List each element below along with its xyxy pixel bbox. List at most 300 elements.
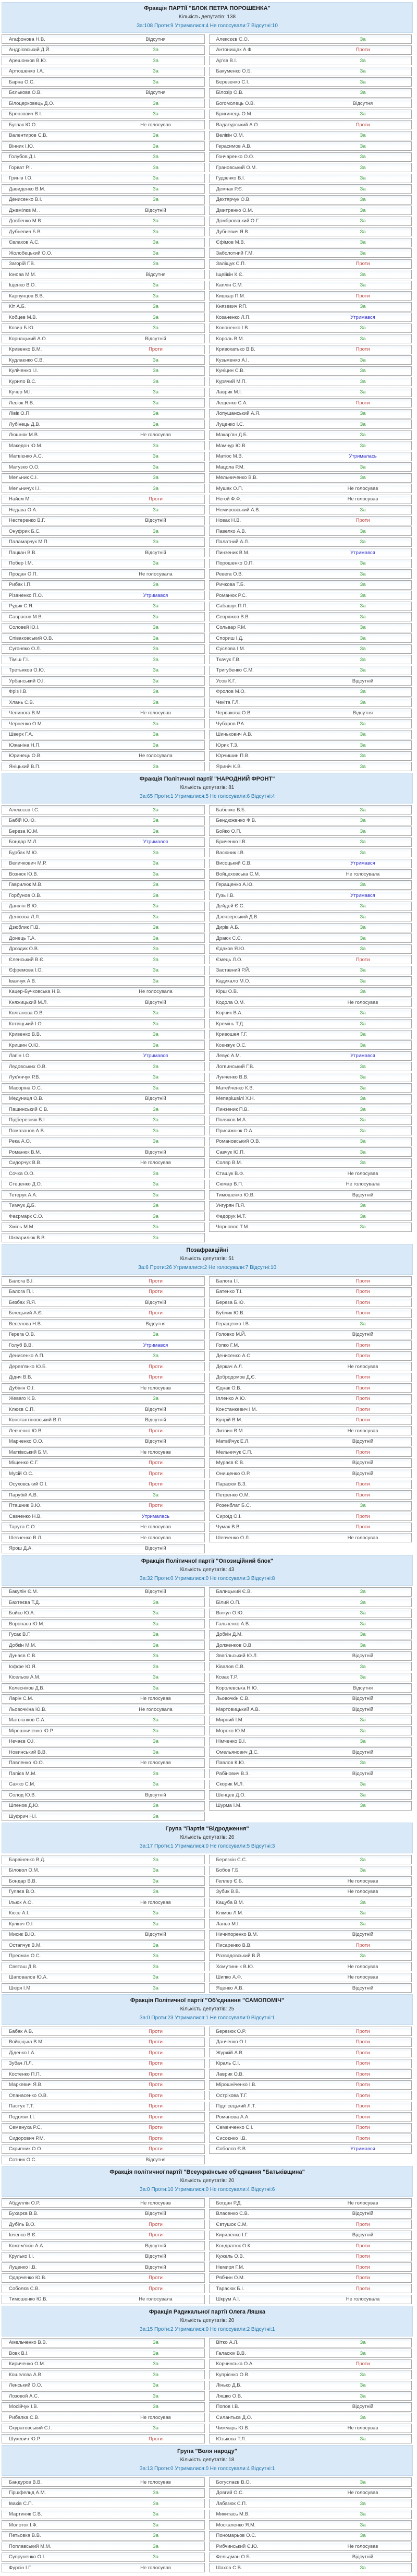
deputy-row (2, 2510, 205, 2519)
deputy-row (209, 1951, 412, 1961)
deputy-name: Марченко О.О. (9, 1439, 44, 1444)
deputy-row (2, 2220, 205, 2229)
deputy-name: Лозовой А.С. (9, 2393, 39, 2399)
faction-title: Фракція ПАРТІЇ "БЛОК ПЕТРА ПОРОШЕНКА" (144, 5, 271, 11)
deputy-name: Безбах Я.Я. (9, 1299, 36, 1305)
deputy-name: Фаєрмарк С.О. (9, 1213, 44, 1219)
deputy-row (209, 1630, 412, 1639)
vote-value: За (360, 271, 366, 278)
deputy-row (209, 270, 412, 279)
deputy-name: Васюник І.В. (216, 849, 245, 856)
deputy-name: Льовочкіна Ю.В. (9, 1706, 47, 1712)
vote-value: Проти (355, 2114, 370, 2120)
deputy-name: Денисенко А.П. (9, 1353, 45, 1359)
vote-value: За (152, 1353, 159, 1359)
deputy-name: Севрюков В.В. (216, 614, 250, 620)
deputy-name: Шпенов Д.Ю. (9, 1803, 40, 1808)
deputy-row (2, 1866, 205, 1875)
deputy-row (209, 762, 412, 771)
vote-value: Відсутній (352, 1439, 374, 1444)
deputy-row (209, 227, 412, 236)
deputy-row (2, 1716, 205, 1725)
vote-value: За (152, 1674, 159, 1680)
deputy-name: Бондар М.Л. (9, 839, 38, 845)
deputy-row (209, 1362, 412, 1371)
vote-value: За (152, 218, 159, 224)
deputy-row (209, 281, 412, 290)
faction-header (2, 2306, 413, 2337)
vote-value: За (360, 389, 366, 395)
deputy-name: Ткачук Г.В. (216, 656, 241, 663)
deputy-name: Богуслаєв В.О. (216, 2479, 251, 2485)
deputy-row (209, 751, 412, 761)
deputy-row (2, 120, 205, 129)
deputy-row (2, 2059, 205, 2068)
vote-value: Не голосував (140, 1535, 171, 1541)
deputy-row (2, 1651, 205, 1661)
deputy-name: Березкін С.С. (216, 1856, 247, 1863)
deputy-row (2, 762, 205, 771)
deputy-row (2, 1373, 205, 1382)
deputy-row (209, 452, 412, 461)
deputy-name: Драюк С.Є. (216, 935, 242, 941)
deputy-row (209, 2198, 412, 2208)
deputy-row (209, 2112, 412, 2122)
vote-value: Проти (355, 2060, 370, 2066)
deputy-name: Ляшко О.В. (216, 2393, 242, 2399)
vote-value: За (360, 1781, 366, 1787)
deputy-row (209, 473, 412, 483)
deputy-name: Гудзенко В.І. (216, 175, 246, 181)
vote-value: Утримався (350, 549, 375, 556)
vote-value: За (152, 807, 159, 813)
deputy-name: Левченко Ю.В. (9, 1428, 43, 1434)
vote-value: За (360, 357, 366, 363)
vote-value: Відсутній (352, 2211, 374, 2216)
deputy-name: Барна О.С. (9, 79, 35, 85)
deputy-row (209, 2531, 412, 2541)
vote-value: Не голосував (140, 710, 171, 716)
faction-title: Фракція політичної партії "Всеукраїнське об'єднання "Батьківщина" (109, 2169, 305, 2175)
deputy-row (209, 1705, 412, 1714)
deputy-row (209, 1094, 412, 1104)
deputy-row (209, 495, 412, 504)
deputy-name: Балицький Є.В. (216, 1589, 252, 1595)
vote-value: За (152, 1181, 159, 1187)
deputy-row (2, 955, 205, 964)
deputy-name: Купрієнко О.В. (216, 2371, 250, 2378)
vote-value: За (152, 646, 159, 652)
deputy-row (209, 1490, 412, 1500)
deputy-row (2, 1662, 205, 1671)
deputy-row (209, 1137, 412, 1146)
deputy-row (209, 1126, 412, 1135)
deputy-name: Молоток І.Ф. (9, 2522, 38, 2528)
deputy-name: Дубіль В.О. (9, 2221, 36, 2227)
deputy-row (209, 2295, 412, 2304)
deputy-row (209, 1673, 412, 1682)
vote-value: За (152, 1685, 159, 1691)
vote-value: За (360, 967, 366, 973)
vote-value: Відсутній (145, 1439, 166, 1444)
deputy-name: Добкін Д.М. (216, 1632, 243, 1637)
deputy-row (209, 1340, 412, 1350)
deputy-name: Москаленко Я.М. (216, 2522, 256, 2528)
deputy-row (209, 998, 412, 1007)
deputy-name: Заставний Р.Й. (216, 967, 250, 973)
deputy-row (209, 516, 412, 525)
vote-value: Проти (149, 1481, 163, 1487)
deputy-row (209, 248, 412, 258)
deputy-name: Висоцький С.В. (216, 860, 252, 866)
vote-value: За (152, 2350, 159, 2356)
vote-value: Не голосував (347, 1535, 378, 1541)
vote-value: Проти (149, 2125, 163, 2130)
deputy-row (209, 559, 412, 568)
vote-value: Проти (355, 1310, 370, 1316)
deputy-row (209, 1116, 412, 1125)
vote-value: За (360, 1589, 366, 1595)
deputy-name: Кремінь Т.Д. (216, 1021, 244, 1027)
deputy-name: Федорук М.Т. (216, 1213, 247, 1219)
vote-value: За (152, 828, 159, 834)
deputy-name: Рабінович В.З. (216, 1770, 250, 1777)
deputy-row (2, 1887, 205, 1897)
deputy-name: Бойко О.П. (216, 828, 242, 834)
deputy-row (209, 2477, 412, 2487)
vote-value: Проти (355, 956, 370, 963)
deputy-name: Вознюк Ю.В. (9, 871, 39, 877)
deputy-name: Юринець О.В. (9, 753, 42, 759)
deputy-row (2, 2413, 205, 2422)
vote-value: За (360, 1106, 366, 1112)
deputy-name: Мураєв Є.В. (216, 1460, 244, 1466)
deputy-row (209, 2381, 412, 2390)
deputy-row (209, 837, 412, 847)
vote-value: Не голосував (347, 1170, 378, 1177)
vote-value: Відсутній (352, 1470, 374, 1477)
deputy-row (2, 1790, 205, 1800)
deputy-name: Шкварилюк В.В. (9, 1235, 46, 1241)
deputy-row (2, 1951, 205, 1961)
deputy-name: Клімов Л.М. (216, 1910, 243, 1916)
vote-value: За (152, 2425, 159, 2431)
deputy-row (2, 2359, 205, 2369)
deputy-name: Бабенко В.Б. (216, 807, 246, 813)
deputy-name: Бурбак М.Ю. (9, 849, 39, 856)
deputy-name: Вілкул О.Ю. (216, 1610, 244, 1616)
deputy-name: Величкович М.Р. (9, 860, 47, 866)
vote-value: За (152, 1749, 159, 1755)
vote-value: За (152, 614, 159, 620)
deputy-row (2, 891, 205, 900)
deputy-name: Сташук В.Ф. (216, 1170, 244, 1177)
deputy-row (209, 1940, 412, 1950)
deputy-row (2, 987, 205, 997)
deputy-name: Лопушанський А.Я. (216, 411, 261, 416)
deputy-row (2, 912, 205, 921)
deputy-row (2, 580, 205, 590)
deputy-row (2, 291, 205, 301)
vote-value: За (152, 967, 159, 973)
deputy-name: Павленко Ю.О. (9, 1760, 44, 1766)
vote-value: За (360, 1803, 366, 1808)
vote-value: За (152, 1235, 159, 1241)
vote-value: За (360, 828, 366, 834)
vote-value: За (360, 1063, 366, 1070)
vote-value: За (360, 1910, 366, 1916)
vote-value: За (152, 528, 159, 534)
vote-value: За (360, 2533, 366, 2538)
deputy-row (209, 1105, 412, 1114)
deputy-row (2, 1801, 205, 1811)
deputy-row (2, 2295, 205, 2304)
deputy-name: Данченко О.І. (216, 2039, 248, 2045)
vote-value: За (152, 1332, 159, 1337)
vote-value: За (360, 946, 366, 952)
deputy-row (2, 1330, 205, 1339)
vote-value: За (360, 207, 366, 213)
deputy-name: Чекіта Г.Л. (216, 699, 240, 705)
vote-value: За (152, 1813, 159, 1819)
deputy-name: Червакова О.В. (216, 710, 252, 716)
vote-value: Проти (355, 2103, 370, 2109)
deputy-name: Негой Ф.Ф. (216, 496, 241, 502)
faction-section-6 (0, 2166, 417, 2304)
deputy-row (2, 1212, 205, 1221)
deputy-name: Герега О.В. (9, 1332, 35, 1337)
deputy-row (2, 141, 205, 151)
vote-value: За (152, 304, 159, 309)
deputy-row (2, 495, 205, 504)
deputy-name: Сюмар В.П. (216, 1181, 243, 1187)
deputy-row (209, 34, 412, 44)
vote-value: За (360, 175, 366, 181)
deputy-row (209, 2091, 412, 2100)
vote-value: За (360, 2436, 366, 2442)
deputy-name: Котвіцький І.О. (9, 1021, 43, 1027)
deputy-row (2, 859, 205, 868)
vote-value: За (360, 250, 366, 256)
deputy-row (209, 1609, 412, 1618)
vote-summary: За:15 Проти:2 Утрималися:0 Не голосували:2 Відсутні:1 (139, 2326, 275, 2332)
vote-value: Проти (355, 2125, 370, 2130)
deputy-row (2, 2112, 205, 2122)
deputy-name: Барвіненко В.Д. (9, 1856, 45, 1863)
deputy-row (2, 1147, 205, 1157)
vote-value: За (360, 1096, 366, 1101)
deputy-name: Лаврик М.І. (216, 389, 242, 395)
deputy-row (2, 1769, 205, 1778)
vote-value: За (152, 1492, 159, 1498)
deputy-row (2, 1416, 205, 1425)
faction-title: Позафракційні (186, 1247, 228, 1253)
deputy-row (209, 1769, 412, 1778)
deputy-name: Шипко А.Ф. (216, 1974, 242, 1980)
deputy-row (209, 591, 412, 600)
vote-value: За (152, 2533, 159, 2538)
deputy-row (209, 2231, 412, 2240)
deputy-row (2, 2027, 205, 2036)
deputy-row (209, 462, 412, 472)
deputy-name: Тетерук А.А. (9, 1192, 38, 1198)
deputy-row (2, 1983, 205, 1993)
deputy-row (2, 324, 205, 333)
deputy-name: Ларін С.М. (9, 1696, 33, 1702)
deputy-name: Голуб В.В. (9, 1342, 33, 1348)
vote-value: Проти (355, 47, 370, 53)
deputy-row (2, 131, 205, 140)
deputy-name: Велікін О.М. (216, 133, 244, 138)
deputy-row (2, 2252, 205, 2261)
deputy-name: Шурма І.М. (216, 1803, 242, 1808)
deputy-row (209, 580, 412, 590)
vote-value: За (152, 2361, 159, 2367)
vote-value: За (360, 721, 366, 727)
vote-value: За (152, 1192, 159, 1198)
deputy-name: Лапін І.О. (9, 1053, 31, 1059)
vote-value: За (360, 1213, 366, 1219)
deputy-row (209, 110, 412, 119)
vote-value: За (152, 1856, 159, 1863)
deputy-name: Абдуллін О.Р. (9, 2200, 40, 2206)
deputy-row (2, 184, 205, 194)
vote-value: Не голосувала (139, 989, 173, 995)
deputy-row (209, 1983, 412, 1993)
vote-value: За (152, 186, 159, 192)
deputy-row (2, 944, 205, 954)
vote-value: Проти (355, 1449, 370, 1455)
deputy-name: Білоцерковець Д.О. (9, 100, 55, 106)
vote-value: За (152, 1953, 159, 1959)
deputy-row (209, 2144, 412, 2154)
deputy-name: Шаповалов Ю.А. (9, 1974, 48, 1980)
deputy-row (209, 334, 412, 343)
deputy-name: Гальченко А.В. (216, 1621, 250, 1627)
deputy-row (2, 1501, 205, 1511)
deputy-row (2, 2155, 205, 2164)
deputy-row (2, 1898, 205, 1907)
deputy-name: Продан О.П. (9, 571, 38, 577)
vote-value: За (360, 1321, 366, 1327)
faction-section-1 (0, 773, 417, 1242)
deputy-row (209, 1040, 412, 1050)
vote-value: За (360, 1739, 366, 1744)
faction-section-4 (0, 1823, 417, 1993)
vote-value: Проти (149, 2436, 163, 2442)
deputy-row (2, 687, 205, 697)
deputy-row (2, 740, 205, 750)
vote-value: За (152, 1085, 159, 1091)
deputy-name: Хміль М.М. (9, 1224, 35, 1230)
deputy-row (209, 2402, 412, 2412)
deputy-row (209, 1212, 412, 1221)
deputy-row (209, 238, 412, 247)
deputy-row (209, 441, 412, 450)
deputy-row (209, 1158, 412, 1168)
deputy-name: Луценко І.С. (216, 421, 244, 427)
deputy-row (2, 2134, 205, 2143)
deputy-row (2, 398, 205, 408)
deputy-row (2, 1876, 205, 1886)
deputy-row (2, 1083, 205, 1093)
deputy-name: Рудик С.Я. (9, 603, 34, 609)
vote-value: Не голосувала (346, 2296, 380, 2302)
deputy-row (2, 1758, 205, 1768)
deputy-row (209, 740, 412, 750)
deputy-row (209, 1790, 412, 1800)
deputy-name: Костенко П.П. (9, 2071, 41, 2077)
deputy-row (209, 2123, 412, 2132)
vote-value: За (360, 635, 366, 641)
faction-section-0 (0, 2, 417, 771)
deputy-name: Кононенко І.В. (216, 325, 250, 331)
deputy-name: Пономарьов О.С. (216, 2533, 256, 2538)
deputy-row (209, 505, 412, 514)
vote-value: За (152, 1921, 159, 1927)
deputy-row (2, 1673, 205, 1682)
vote-value: Проти (149, 2028, 163, 2034)
vote-value: За (360, 475, 366, 481)
vote-value: За (152, 1213, 159, 1219)
deputy-name: Мирний І.М. (216, 1717, 244, 1723)
vote-value: Утримався (143, 1342, 168, 1348)
deputy-row (209, 1030, 412, 1039)
vote-value: За (152, 442, 159, 449)
deputy-name: Супруненко О.І. (9, 2554, 45, 2560)
vote-value: Не голосувала (139, 571, 173, 577)
deputy-name: Юзькова Т.Л. (216, 2436, 247, 2442)
deputy-row (2, 1747, 205, 1757)
deputy-row (2, 1062, 205, 1071)
deputy-row (209, 2080, 412, 2090)
deputy-name: Гринів І.О. (9, 175, 33, 181)
vote-value: За (360, 2414, 366, 2421)
deputy-name: Литвин В.М. (216, 1428, 244, 1434)
deputy-row (2, 1126, 205, 1135)
deputy-row (209, 1898, 412, 1907)
vote-value: За (152, 882, 159, 888)
deputy-name: Королевська Н.Ю. (216, 1685, 259, 1691)
deputy-row (209, 2553, 412, 2562)
vote-value: За (152, 849, 159, 856)
deputy-name: Сидорчук В.В. (9, 1160, 42, 1166)
deputy-name: Іщенко В.О. (9, 282, 36, 288)
vote-value: Не голосував (347, 2543, 378, 2549)
deputy-name: Геращенко А.Ю. (216, 882, 254, 888)
deputy-name: Бобов Г.Б. (216, 1867, 240, 1873)
vote-value: За (152, 625, 159, 630)
vote-value: За (360, 442, 366, 449)
vote-value: Відсутній (145, 1589, 166, 1595)
deputy-row (2, 2349, 205, 2358)
deputy-name: Омельянович Д.С. (216, 1749, 259, 1755)
deputy-row (2, 77, 205, 87)
vote-value: За (360, 186, 366, 192)
deputy-name: Дроздик О.В. (9, 946, 39, 952)
deputy-name: Кісельов А.М. (9, 1674, 41, 1680)
deputy-row (2, 1683, 205, 1693)
deputy-name: Кужель О.В. (216, 2254, 244, 2259)
vote-value: Відсутній (145, 1932, 166, 1937)
vote-value: За (152, 282, 159, 288)
deputy-row (2, 666, 205, 675)
deputy-row (209, 2220, 412, 2229)
vote-value: За (360, 111, 366, 117)
deputy-row (2, 388, 205, 397)
vote-value: За (360, 1642, 366, 1648)
vote-value: За (152, 1717, 159, 1723)
